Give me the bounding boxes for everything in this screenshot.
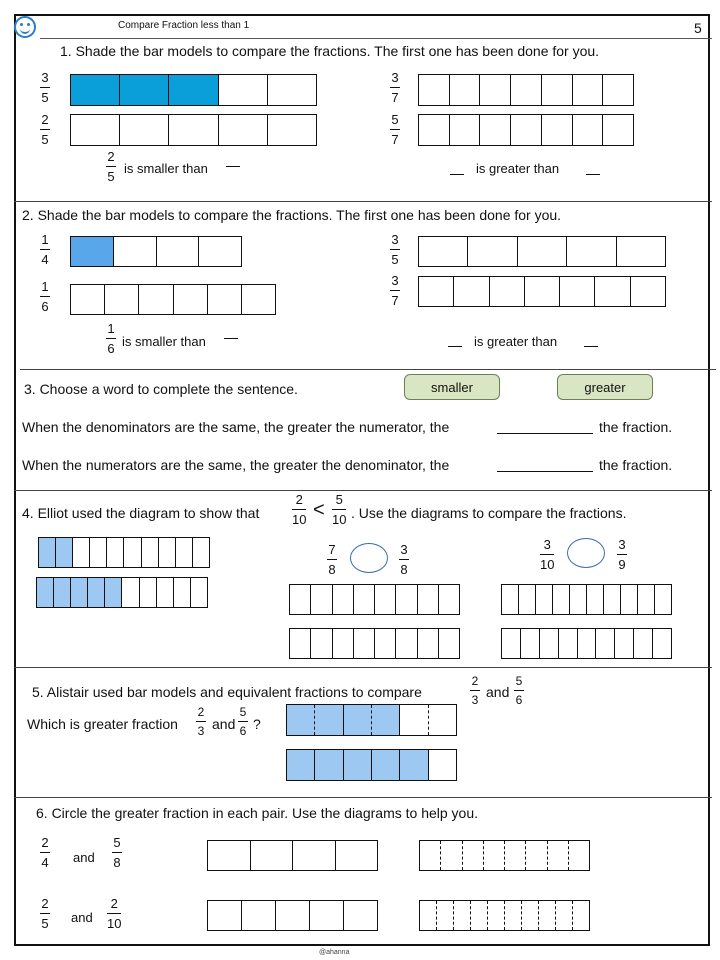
bar-cell[interactable]: [159, 538, 176, 567]
bar-cell[interactable]: [573, 115, 604, 145]
q6-and-1: and: [73, 850, 95, 865]
bar-cell[interactable]: [191, 578, 207, 607]
q2-bar-model-1-6[interactable]: [70, 284, 276, 315]
bar-cell[interactable]: [463, 841, 484, 870]
q1-bar-model-5-7[interactable]: [418, 114, 634, 146]
page-number: 5: [694, 20, 702, 36]
q2-blank-2[interactable]: [448, 346, 462, 347]
bar-cell[interactable]: [439, 629, 459, 658]
bar-cell[interactable]: [354, 629, 375, 658]
bar-cell[interactable]: [293, 841, 336, 870]
q5-and-word: and: [486, 684, 510, 700]
bar-cell[interactable]: [208, 285, 242, 314]
bar-cell[interactable]: [333, 629, 354, 658]
q5-question-mark: ?: [253, 716, 261, 732]
q2-blank-3[interactable]: [584, 346, 598, 347]
bar-cell[interactable]: [333, 585, 354, 614]
bar-cell[interactable]: [556, 901, 573, 930]
bar-cell[interactable]: [290, 629, 311, 658]
bar-cell[interactable]: [418, 629, 439, 658]
bar-cell[interactable]: [105, 578, 122, 607]
q5-fraction-5-6: 5 6: [515, 674, 523, 707]
bar-cell[interactable]: [437, 901, 454, 930]
bar-cell[interactable]: [548, 841, 569, 870]
bar-cell[interactable]: [420, 901, 437, 930]
q4-fraction-3-8: 3 8: [400, 542, 408, 577]
q1-bar-model-3-7[interactable]: [418, 74, 634, 106]
bar-cell[interactable]: [354, 585, 375, 614]
bar-cell[interactable]: [653, 629, 671, 658]
q5-question-fraction-2-3: 2 3: [197, 705, 205, 738]
q3-answer-blank-1[interactable]: [497, 433, 593, 434]
q6-bar-model-tenths-dashed[interactable]: [419, 900, 590, 931]
bar-cell[interactable]: [73, 538, 90, 567]
bar-cell[interactable]: [511, 75, 542, 105]
bar-cell[interactable]: [174, 285, 208, 314]
bar-cell[interactable]: [176, 538, 193, 567]
separator-2: [20, 369, 716, 370]
bar-cell[interactable]: [90, 538, 107, 567]
q5-bar-model-5-6: [286, 749, 457, 781]
bar-cell[interactable]: [396, 629, 417, 658]
bar-cell[interactable]: [139, 285, 173, 314]
q1-greater-sentence: is greater than: [476, 161, 560, 176]
bar-cell[interactable]: [560, 277, 595, 306]
bar-cell[interactable]: [157, 578, 174, 607]
bar-cell[interactable]: [193, 538, 209, 567]
bar-cell[interactable]: [655, 585, 671, 614]
bar-cell[interactable]: [439, 585, 459, 614]
q4-fraction-3-9: 3 9: [618, 537, 626, 572]
bar-cell[interactable]: [559, 629, 578, 658]
bar-cell[interactable]: [595, 277, 630, 306]
q1-smaller-sentence: is smaller than: [124, 161, 208, 176]
q6-fraction-5-8[interactable]: 5 8: [113, 835, 121, 870]
bar-cell[interactable]: [251, 841, 294, 870]
worksheet-title: Compare Fraction less than 1: [118, 20, 250, 31]
bar-cell[interactable]: [396, 585, 417, 614]
bar-cell[interactable]: [502, 585, 519, 614]
q1-fraction-3-7: 3 7: [391, 70, 399, 105]
bar-cell[interactable]: [120, 115, 169, 145]
q6-fraction-2-5[interactable]: 2 5: [41, 896, 49, 931]
bar-cell[interactable]: [142, 538, 159, 567]
bar-cell[interactable]: [450, 115, 481, 145]
bar-cell[interactable]: [480, 75, 511, 105]
bar-cell[interactable]: [621, 585, 638, 614]
bar-cell[interactable]: [157, 237, 200, 266]
bar-cell[interactable]: [105, 285, 139, 314]
q2-bar-model-3-5[interactable]: [418, 236, 666, 267]
q4-fraction-7-8: 7 8: [328, 542, 336, 577]
bar-cell[interactable]: [553, 585, 570, 614]
q6-and-2: and: [71, 910, 93, 925]
bar-cell[interactable]: [124, 538, 141, 567]
q1-blank-3[interactable]: [586, 174, 600, 175]
bar-cell[interactable]: [468, 237, 517, 266]
bar-cell[interactable]: [522, 901, 539, 930]
bar-cell[interactable]: [400, 750, 428, 780]
q3-sentence-2: When the numerators are the same, the greater the denominator, the: [22, 457, 450, 473]
q6-bar-model-quarters[interactable]: [207, 840, 378, 871]
q2-fraction-3-5: 3 5: [391, 232, 399, 267]
bar-cell[interactable]: [526, 841, 547, 870]
bar-cell[interactable]: [39, 538, 56, 567]
bar-cell[interactable]: [344, 901, 377, 930]
bar-cell[interactable]: [287, 705, 315, 735]
bar-cell[interactable]: [638, 585, 655, 614]
bar-cell[interactable]: [573, 901, 589, 930]
bar-cell[interactable]: [505, 841, 526, 870]
q3-answer-blank-2[interactable]: [497, 471, 593, 472]
q2-greater-sentence: is greater than: [474, 334, 558, 349]
q4-instruction: 4. Elliot used the diagram to show that: [22, 505, 260, 521]
q4-answer-oval-2[interactable]: [567, 538, 605, 568]
bar-cell[interactable]: [419, 277, 454, 306]
bar-cell[interactable]: [311, 629, 332, 658]
q4-fraction-5-10: 5 10: [332, 492, 347, 527]
bar-cell[interactable]: [420, 841, 441, 870]
q3-sentence-2-end: the fraction.: [599, 457, 673, 473]
q2-fraction-1-6: 1 6: [41, 279, 49, 314]
separator-3: [14, 490, 712, 491]
bar-cell[interactable]: [208, 841, 251, 870]
bar-cell[interactable]: [71, 115, 120, 145]
q4-instruction-end: . Use the diagrams to compare the fractions.: [351, 505, 627, 521]
bar-cell[interactable]: [268, 115, 316, 145]
q2-fraction-1-4: 1 4: [41, 232, 49, 267]
bar-cell[interactable]: [54, 578, 71, 607]
bar-cell[interactable]: [344, 750, 372, 780]
bar-cell[interactable]: [315, 750, 343, 780]
q6-fraction-2-10[interactable]: 2 10: [107, 896, 122, 931]
bar-cell[interactable]: [400, 705, 428, 735]
bar-cell[interactable]: [344, 705, 372, 735]
bar-cell[interactable]: [536, 585, 553, 614]
q4-less-than-symbol: <: [313, 499, 325, 521]
q1-fraction-3-5: 3 5: [41, 70, 49, 105]
bar-cell[interactable]: [315, 705, 343, 735]
bar-cell[interactable]: [336, 841, 378, 870]
q5-instruction: 5. Alistair used bar models and equivalent fractions to compare: [32, 684, 422, 700]
bar-cell[interactable]: [615, 629, 634, 658]
bar-cell[interactable]: [242, 285, 275, 314]
q1-fraction-5-7: 5 7: [391, 112, 399, 147]
q5-fraction-2-3: 2 3: [471, 674, 479, 707]
q1-bar-model-2-5[interactable]: [70, 114, 317, 146]
q2-blank-1[interactable]: [224, 338, 238, 339]
bar-cell[interactable]: [542, 75, 573, 105]
bar-cell[interactable]: [542, 115, 573, 145]
word-option-smaller[interactable]: smaller: [404, 374, 500, 400]
bar-cell[interactable]: [450, 75, 481, 105]
bar-cell[interactable]: [219, 75, 268, 105]
q4-example-bar-5-10: [36, 577, 208, 608]
bar-cell[interactable]: [429, 750, 456, 780]
q4-example-bar-2-10: [38, 537, 210, 568]
bar-cell[interactable]: [505, 901, 522, 930]
bar-cell[interactable]: [372, 705, 400, 735]
bar-cell[interactable]: [169, 75, 218, 105]
q3-sentence-1-end: the fraction.: [599, 419, 673, 435]
q2-fraction-3-7: 3 7: [391, 273, 399, 308]
smiley-logo-icon: [14, 16, 36, 38]
bar-cell[interactable]: [419, 75, 450, 105]
word-option-greater[interactable]: greater: [557, 374, 653, 400]
q6-bar-model-eighths-dashed[interactable]: [419, 840, 590, 871]
bar-cell[interactable]: [114, 237, 157, 266]
bar-cell[interactable]: [540, 629, 559, 658]
bar-cell[interactable]: [471, 901, 488, 930]
q1-blank-1[interactable]: [226, 166, 240, 167]
bar-cell[interactable]: [268, 75, 316, 105]
bar-cell[interactable]: [569, 841, 589, 870]
bar-cell[interactable]: [573, 75, 604, 105]
bar-cell[interactable]: [290, 585, 311, 614]
q3-sentence-1: When the denominators are the same, the greater the numerator, the: [22, 419, 450, 435]
bar-cell[interactable]: [429, 705, 456, 735]
q5-bar-model-2-3-dashed: [286, 704, 457, 736]
bar-cell[interactable]: [454, 901, 471, 930]
bar-cell[interactable]: [539, 901, 556, 930]
bar-cell[interactable]: [37, 578, 54, 607]
bar-cell[interactable]: [276, 901, 310, 930]
bar-cell[interactable]: [525, 277, 560, 306]
bar-cell[interactable]: [71, 285, 105, 314]
bar-cell[interactable]: [174, 578, 191, 607]
bar-cell[interactable]: [490, 277, 525, 306]
q4-fraction-3-10: 3 10: [540, 537, 555, 572]
q1-instruction: 1. Shade the bar models to compare the fractions. The first one has been done for you.: [60, 43, 600, 59]
q4-bar-model-ninths[interactable]: [501, 628, 672, 659]
bar-cell[interactable]: [375, 629, 396, 658]
q2-bar-model-3-7[interactable]: [418, 276, 666, 307]
bar-cell[interactable]: [71, 237, 114, 266]
bar-cell[interactable]: [603, 75, 633, 105]
bar-cell[interactable]: [617, 237, 665, 266]
q6-instruction: 6. Circle the greater fraction in each pair. Use the diagrams to help you.: [36, 805, 479, 821]
bar-cell[interactable]: [519, 585, 536, 614]
separator-1: [14, 201, 712, 202]
q4-bar-model-eighths-1[interactable]: [289, 584, 460, 615]
bar-cell[interactable]: [310, 901, 344, 930]
bar-cell[interactable]: [634, 629, 653, 658]
bar-cell[interactable]: [372, 750, 400, 780]
q2-sentence-fraction: 1 6: [107, 321, 115, 356]
bar-cell[interactable]: [169, 115, 218, 145]
bar-cell[interactable]: [567, 237, 616, 266]
q1-fraction-2-5: 2 5: [41, 112, 49, 147]
bar-cell[interactable]: [454, 277, 489, 306]
bar-cell[interactable]: [604, 585, 621, 614]
q2-bar-model-1-4: [70, 236, 242, 267]
q3-instruction: 3. Choose a word to complete the sentence.: [24, 381, 298, 397]
bar-cell[interactable]: [122, 578, 139, 607]
bar-cell[interactable]: [375, 585, 396, 614]
q6-fraction-2-4[interactable]: 2 4: [41, 835, 49, 870]
bar-cell[interactable]: [441, 841, 462, 870]
bar-cell[interactable]: [596, 629, 615, 658]
bar-cell[interactable]: [502, 629, 521, 658]
separator-5: [14, 797, 712, 798]
bar-cell[interactable]: [511, 115, 542, 145]
bar-cell[interactable]: [88, 578, 105, 607]
q2-smaller-sentence: is smaller than: [122, 334, 206, 349]
bar-cell[interactable]: [219, 115, 268, 145]
header-rule: [40, 38, 712, 39]
q1-sentence-fraction: 2 5: [107, 149, 115, 184]
bar-cell[interactable]: [488, 901, 505, 930]
bar-cell[interactable]: [140, 578, 157, 607]
bar-cell[interactable]: [484, 841, 505, 870]
bar-cell[interactable]: [287, 750, 315, 780]
q4-answer-oval-1[interactable]: [350, 543, 388, 573]
bar-cell[interactable]: [107, 538, 124, 567]
bar-cell[interactable]: [570, 585, 587, 614]
q1-bar-model-3-5: [70, 74, 317, 106]
bar-cell[interactable]: [521, 629, 540, 658]
q2-instruction: 2. Shade the bar models to compare the fractions. The first one has been done for you.: [22, 207, 562, 223]
q4-bar-model-tenths[interactable]: [501, 584, 672, 615]
bar-cell[interactable]: [199, 237, 241, 266]
bar-cell[interactable]: [120, 75, 169, 105]
q6-bar-model-fifths[interactable]: [207, 900, 378, 931]
footer-credit: @ahanna: [319, 949, 350, 956]
separator-4: [14, 667, 712, 668]
bar-cell[interactable]: [71, 578, 88, 607]
bar-cell[interactable]: [587, 585, 604, 614]
q1-blank-2[interactable]: [450, 174, 464, 175]
bar-cell[interactable]: [56, 538, 73, 567]
bar-cell[interactable]: [631, 277, 665, 306]
bar-cell[interactable]: [578, 629, 597, 658]
bar-cell[interactable]: [603, 115, 633, 145]
bar-cell[interactable]: [418, 585, 439, 614]
bar-cell[interactable]: [518, 237, 567, 266]
bar-cell[interactable]: [311, 585, 332, 614]
q5-question-and: and: [212, 716, 236, 732]
bar-cell[interactable]: [242, 901, 276, 930]
q5-question: Which is greater fraction: [27, 716, 178, 732]
q5-question-fraction-5-6: 5 6: [239, 705, 247, 738]
bar-cell[interactable]: [208, 901, 242, 930]
bar-cell[interactable]: [419, 237, 468, 266]
q4-bar-model-eighths-2[interactable]: [289, 628, 460, 659]
bar-cell[interactable]: [419, 115, 450, 145]
q4-fraction-2-10: 2 10: [292, 492, 307, 527]
bar-cell[interactable]: [480, 115, 511, 145]
bar-cell[interactable]: [71, 75, 120, 105]
